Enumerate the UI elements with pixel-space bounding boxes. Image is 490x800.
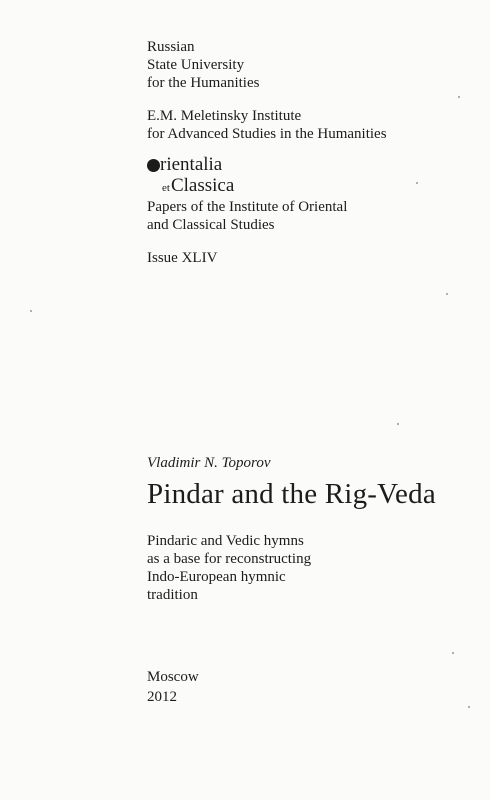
series-description — [147, 198, 347, 234]
subtitle-line-1: Pindaric and Vedic hymns — [147, 533, 304, 549]
institute-line-1: E.M. Meletinsky Institute — [147, 108, 302, 124]
classica-text: Classica — [170, 175, 235, 196]
imprint — [147, 667, 199, 707]
subtitle-line-4: tradition — [147, 587, 198, 603]
university-line-3: for the Humanities — [147, 75, 260, 91]
university-line-2: State University — [147, 57, 245, 73]
university-line-1: Russian — [147, 39, 195, 55]
subtitle-line-2: as a base for reconstructing — [147, 551, 312, 567]
paper-speck — [397, 423, 399, 425]
papers-line-2: and Classical Studies — [147, 217, 275, 233]
series-logo-circle-icon — [147, 159, 160, 172]
classica-line — [162, 175, 234, 199]
paper-speck — [452, 652, 454, 654]
university-name — [147, 38, 259, 92]
institute-name — [147, 107, 387, 143]
institute-line-2: for Advanced Studies in the Humanities — [147, 126, 387, 142]
paper-speck — [468, 706, 470, 708]
orientalia-text: rientalia — [160, 154, 223, 175]
et-text: et — [162, 182, 170, 194]
paper-speck — [30, 310, 32, 312]
subtitle-line-3: Indo-European hymnic — [147, 569, 286, 585]
paper-speck — [446, 293, 448, 295]
orientalia-line — [147, 155, 234, 175]
book-title: Pindar and the Rig-Veda — [147, 478, 436, 510]
papers-line-1: Papers of the Institute of Oriental — [147, 199, 348, 215]
imprint-city: Moscow — [147, 669, 199, 685]
author-name: Vladimir N. Toporov — [147, 455, 271, 471]
issue-number: Issue XLIV — [147, 250, 218, 266]
paper-speck — [416, 182, 418, 184]
series-logo — [147, 155, 234, 199]
paper-speck — [458, 96, 460, 98]
imprint-year: 2012 — [147, 689, 177, 705]
book-subtitle — [147, 532, 311, 604]
